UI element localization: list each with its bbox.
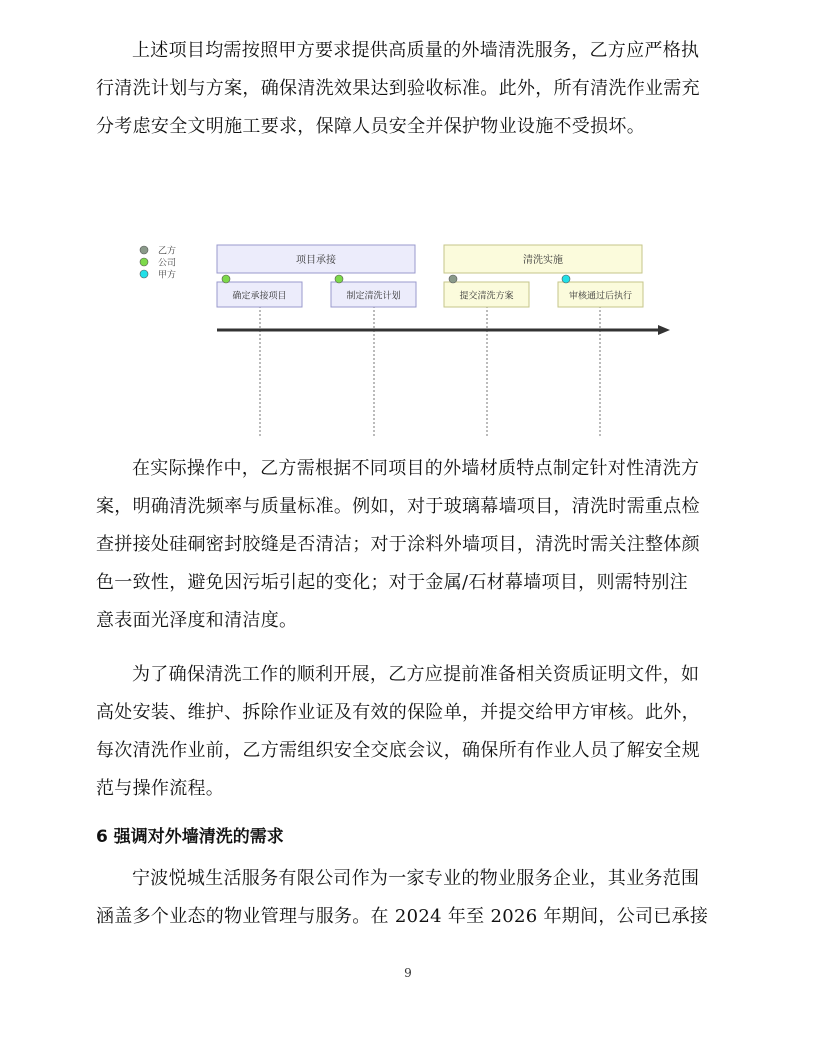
section-heading: 6 强调对外墙清洗的需求	[96, 827, 284, 847]
paragraph-line: 色一致性，避免因污垢引起的变化；对于金属/石材幕墙项目，则需特别注	[96, 572, 688, 593]
paragraph-1	[96, 32, 716, 146]
legend-label: 乙方	[158, 246, 177, 257]
participant-dot	[335, 275, 343, 283]
legend-label: 公司	[158, 258, 177, 269]
legend-dot-yifang	[140, 246, 148, 254]
participant-dot	[449, 275, 457, 283]
legend-dot-company	[140, 258, 148, 266]
paragraph-line: 分考虑安全文明施工要求，保障人员安全并保护物业设施不受损坏。	[96, 116, 645, 137]
paragraph-line: 每次清洗作业前，乙方需组织安全交底会议，确保所有作业人员了解安全规	[96, 740, 700, 761]
page-number: 9	[404, 966, 412, 980]
task-label: 提交清洗方案	[459, 291, 514, 302]
paragraph-line: 范与操作流程。	[96, 778, 225, 799]
phase-label: 清洗实施	[523, 255, 563, 266]
paragraph-line: 高处安装、维护、拆除作业证及有效的保险单，并提交给甲方审核。此外，	[96, 702, 700, 723]
task-label: 确定承接项目	[232, 291, 287, 302]
paragraph-line: 查拼接处硅硐密封胶缝是否清洁；对于涂料外墙项目，清洗时需关注整体颜	[96, 534, 700, 555]
legend	[140, 245, 176, 281]
participant-dot	[222, 275, 230, 283]
task-label: 制定清洗计划	[346, 291, 401, 302]
paragraph-line: 案，明确清洗频率与质量标准。例如，对于玻璃幕墙项目，清洗时需重点检	[96, 496, 700, 517]
phase-label: 项目承接	[296, 255, 336, 266]
legend-dot-jiafang	[140, 270, 148, 278]
paragraph-line: 意表面光泽度和清洁度。	[96, 610, 298, 631]
paragraph-line: 涵盖多个业态的物业管理与服务。在 2024 年至 2026 年期间，公司已承接	[96, 906, 709, 927]
paragraph-3	[96, 656, 716, 808]
task-label: 审核通过后执行	[568, 291, 633, 302]
process-diagram	[130, 236, 690, 446]
paragraph-line: 为了确保清洗工作的顺利开展，乙方应提前准备相关资质证明文件，如	[132, 664, 700, 685]
paragraph-line: 在实际操作中，乙方需根据不同项目的外墙材质特点制定针对性清洗方	[132, 458, 700, 479]
timeline-arrowhead	[658, 325, 670, 335]
paragraph-line: 行清洗计划与方案，确保清洗效果达到验收标准。此外，所有清洗作业需充	[96, 78, 700, 99]
participant-dot	[562, 275, 570, 283]
paragraph-line: 上述项目均需按照甲方要求提供高质量的外墙清洗服务，乙方应严格执	[132, 40, 700, 61]
paragraph-2	[96, 450, 716, 640]
paragraph-4	[96, 860, 716, 936]
paragraph-line: 宁波悦城生活服务有限公司作为一家专业的物业服务企业，其业务范围	[132, 868, 700, 889]
legend-label: 甲方	[158, 270, 177, 281]
